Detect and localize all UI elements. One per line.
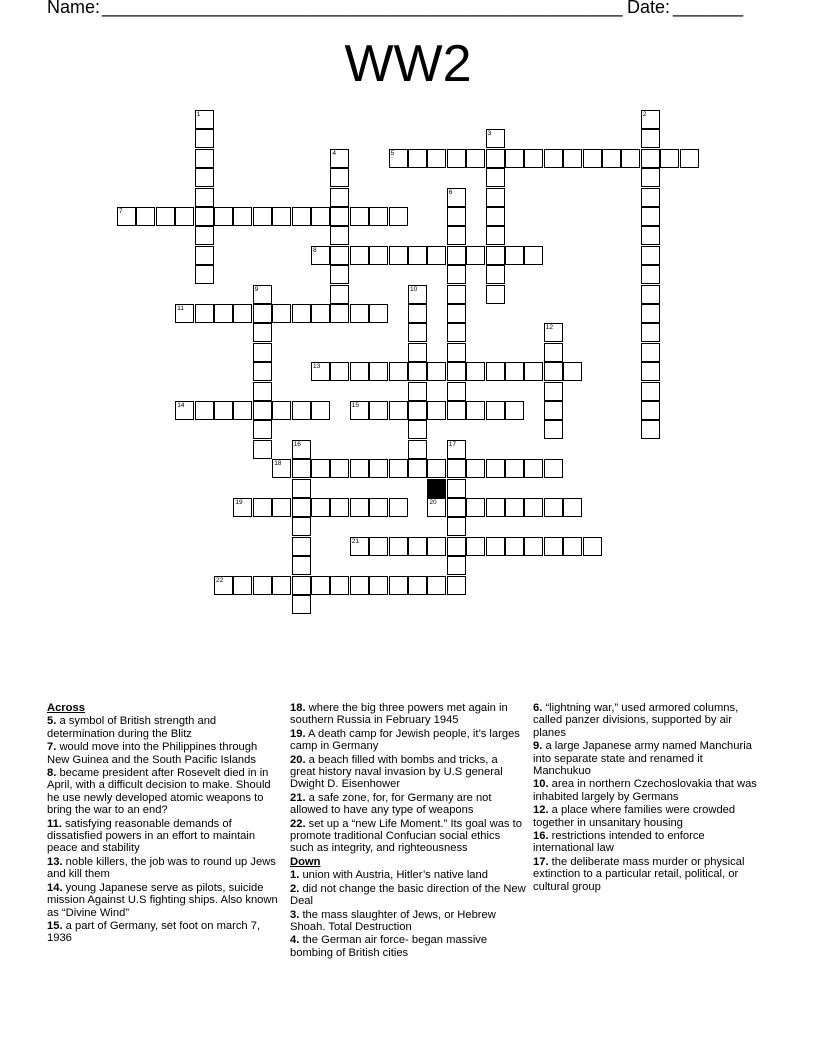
grid-cell[interactable] — [466, 362, 485, 381]
grid-cell[interactable] — [408, 246, 427, 265]
grid-cell[interactable] — [330, 207, 349, 226]
grid-cell[interactable] — [641, 265, 660, 284]
down-clue-17: 17. the deliberate mass murder or physical extinction to a particular retail, political, or cultural group — [533, 855, 745, 893]
grid-cell[interactable] — [641, 129, 660, 148]
grid-cell[interactable] — [389, 246, 408, 265]
grid-cell[interactable] — [486, 401, 505, 420]
clue-number-8: 8 — [313, 246, 317, 254]
grid-cell[interactable] — [427, 576, 446, 595]
grid-cell[interactable] — [641, 285, 660, 304]
down-clue-9: 9. a large Japanese army named Manchuria into separate state and renamed it Manchukuo — [533, 740, 752, 778]
grid-cell[interactable] — [350, 576, 369, 595]
page-title: WW2 — [344, 35, 472, 93]
grid-cell[interactable] — [447, 459, 466, 478]
date-line[interactable]: _______ — [673, 0, 744, 17]
grid-cell[interactable] — [350, 207, 369, 226]
grid-cell[interactable] — [253, 207, 272, 226]
grid-cell[interactable] — [233, 576, 252, 595]
grid-cell[interactable] — [330, 246, 349, 265]
grid-cell[interactable] — [486, 362, 505, 381]
black-square — [427, 479, 446, 498]
grid-cell[interactable] — [292, 401, 311, 420]
clue-column-2 — [290, 702, 526, 960]
grid-cell[interactable] — [330, 285, 349, 304]
grid-cell[interactable] — [427, 149, 446, 168]
down-heading: Down — [290, 855, 321, 868]
grid-cell[interactable] — [447, 304, 466, 323]
grid-cell[interactable] — [136, 207, 155, 226]
grid-cell[interactable] — [408, 343, 427, 362]
grid-cell[interactable] — [253, 420, 272, 439]
grid-cell[interactable] — [641, 226, 660, 245]
down-clue-6: 6. “lightning war,” used armored columns, called panzer divisions, supported by air planes — [533, 702, 739, 739]
grid-cell[interactable] — [233, 304, 252, 323]
grid-cell[interactable] — [505, 246, 524, 265]
grid-cell[interactable] — [369, 459, 388, 478]
grid-cell[interactable] — [253, 323, 272, 342]
grid-cell[interactable] — [544, 362, 563, 381]
clue-number-22: 22 — [216, 576, 224, 584]
grid-cell[interactable] — [466, 246, 485, 265]
grid-cell[interactable] — [447, 498, 466, 517]
grid-cell[interactable] — [466, 149, 485, 168]
down-clue-4: 4. the German air force- began massive bombing of British cities — [290, 934, 488, 959]
grid-cell[interactable] — [389, 401, 408, 420]
grid-cell[interactable] — [621, 149, 640, 168]
grid-cell[interactable] — [486, 168, 505, 187]
down-clue-2: 2. did not change the basic direction of the New Deal — [290, 882, 526, 908]
clue-number-1: 1 — [196, 111, 201, 118]
grid-cell[interactable] — [641, 246, 660, 265]
grid-cell[interactable] — [447, 576, 466, 595]
grid-cell[interactable] — [505, 149, 524, 168]
grid-cell[interactable] — [272, 576, 291, 595]
grid-cell[interactable] — [408, 401, 427, 420]
grid-cell[interactable] — [427, 401, 446, 420]
grid-cell[interactable] — [195, 207, 214, 226]
clue-number-14: 14 — [177, 402, 185, 409]
grid-cell[interactable] — [486, 207, 505, 226]
grid-cell[interactable] — [427, 246, 446, 265]
date-label: Date: — [627, 0, 671, 17]
grid-cell[interactable] — [427, 362, 446, 381]
grid-cell[interactable] — [330, 459, 349, 478]
grid-cell[interactable] — [524, 149, 543, 168]
grid-cell[interactable] — [272, 207, 291, 226]
across-clue-19: 19. A death camp for Jewish people, it’s larges camp in Germany — [290, 727, 520, 753]
grid-cell[interactable] — [447, 556, 466, 575]
grid-cell[interactable] — [350, 246, 369, 265]
grid-cell[interactable] — [524, 537, 543, 556]
grid-cell[interactable] — [544, 459, 563, 478]
grid-cell[interactable] — [350, 459, 369, 478]
grid-cell[interactable] — [214, 207, 233, 226]
grid-cell[interactable] — [330, 188, 349, 207]
grid-cell[interactable] — [486, 149, 505, 168]
grid-cell[interactable] — [583, 149, 602, 168]
across-heading: Across — [47, 702, 85, 714]
grid-cell[interactable] — [292, 517, 311, 536]
grid-cell[interactable] — [505, 498, 524, 517]
grid-cell[interactable] — [447, 382, 466, 401]
grid-cell[interactable] — [505, 459, 524, 478]
grid-cell[interactable] — [486, 265, 505, 284]
grid-cell[interactable] — [389, 207, 408, 226]
grid-cell[interactable] — [389, 362, 408, 381]
clue-column-3 — [533, 702, 758, 894]
grid-cell[interactable] — [544, 401, 563, 420]
grid-cell[interactable] — [447, 323, 466, 342]
grid-cell[interactable] — [292, 556, 311, 575]
grid-cell[interactable] — [369, 207, 388, 226]
grid-cell[interactable] — [195, 168, 214, 187]
across-clue-7: 7. would move into the Philippines through New Guinea and the South Pacific Islands — [47, 741, 258, 766]
grid-cell[interactable] — [447, 246, 466, 265]
grid-cell[interactable] — [641, 149, 660, 168]
grid-cell[interactable] — [641, 343, 660, 362]
clue-number-4: 4 — [332, 149, 337, 157]
grid-cell[interactable] — [311, 576, 330, 595]
grid-cell[interactable] — [641, 382, 660, 401]
grid-cell[interactable] — [505, 401, 524, 420]
clue-number-12: 12 — [545, 324, 554, 332]
grid-cell[interactable] — [253, 382, 272, 401]
grid-cell[interactable] — [486, 537, 505, 556]
down-clue-1: 1. union with Austria, Hitler’s native land — [290, 869, 488, 882]
grid-cell[interactable] — [311, 207, 330, 226]
grid-cell[interactable] — [253, 401, 272, 420]
grid-cell[interactable] — [524, 459, 543, 478]
grid-cell[interactable] — [680, 149, 699, 168]
clue-number-3: 3 — [487, 130, 492, 138]
grid-cell[interactable] — [466, 459, 485, 478]
grid-cell[interactable] — [369, 537, 388, 556]
grid-cell[interactable] — [544, 537, 563, 556]
clue-column-1 — [47, 702, 282, 946]
grid-cell[interactable] — [447, 537, 466, 556]
grid-cell[interactable] — [486, 226, 505, 245]
grid-cell[interactable] — [330, 226, 349, 245]
grid-cell[interactable] — [447, 207, 466, 226]
grid-cell[interactable] — [195, 188, 214, 207]
clue-number-17: 17 — [448, 440, 457, 448]
across-clue-8: 8. became president after Rosevelt died in in April, with a difficult decision to make. Should he use newly developed atomic weapons to bring the war to an end? — [47, 767, 271, 817]
grid-cell[interactable] — [486, 188, 505, 207]
grid-cell[interactable] — [524, 362, 543, 381]
grid-cell[interactable] — [466, 498, 485, 517]
grid-cell[interactable] — [369, 576, 388, 595]
grid-cell[interactable] — [195, 246, 214, 265]
grid-cell[interactable] — [253, 343, 272, 362]
grid-cell[interactable] — [389, 459, 408, 478]
grid-cell[interactable] — [583, 537, 602, 556]
grid-cell[interactable] — [330, 498, 349, 517]
across-clue-18: 18. where the big three powers met again in southern Russia in February 1945 — [290, 702, 508, 727]
grid-cell[interactable] — [292, 459, 311, 478]
across-clue-15: 15. a part of Germany, set foot on march 7, 1936 — [47, 919, 261, 945]
grid-cell[interactable] — [524, 498, 543, 517]
grid-cell[interactable] — [641, 168, 660, 187]
grid-cell[interactable] — [330, 576, 349, 595]
grid-cell[interactable] — [427, 537, 446, 556]
grid-cell[interactable] — [292, 595, 311, 614]
grid-cell[interactable] — [427, 459, 446, 478]
clue-number-6: 6 — [448, 188, 453, 196]
grid-cell[interactable] — [544, 420, 563, 439]
grid-cell[interactable] — [447, 343, 466, 362]
grid-cell[interactable] — [253, 440, 272, 459]
grid-cell[interactable] — [486, 459, 505, 478]
grid-cell[interactable] — [447, 517, 466, 536]
grid-cell[interactable] — [447, 149, 466, 168]
grid-cell[interactable] — [195, 265, 214, 284]
grid-cell[interactable] — [330, 265, 349, 284]
grid-cell[interactable] — [350, 304, 369, 323]
grid-cell[interactable] — [195, 226, 214, 245]
grid-cell[interactable] — [447, 265, 466, 284]
grid-cell[interactable] — [408, 362, 427, 381]
clue-number-7: 7 — [119, 208, 123, 215]
grid-cell[interactable] — [330, 362, 349, 381]
grid-cell[interactable] — [214, 401, 233, 420]
grid-cell[interactable] — [408, 576, 427, 595]
clue-number-21: 21 — [351, 537, 360, 545]
grid-cell[interactable] — [641, 323, 660, 342]
grid-cell[interactable] — [544, 343, 563, 362]
grid-cell[interactable] — [369, 401, 388, 420]
grid-cell[interactable] — [311, 401, 330, 420]
clue-number-15: 15 — [351, 402, 360, 409]
grid-cell[interactable] — [195, 401, 214, 420]
grid-cell[interactable] — [447, 479, 466, 498]
clue-number-5: 5 — [390, 149, 395, 157]
across-clue-22: 22. set up a “new Life Moment.” Its goal was to promote traditional Confucian social ethics such as integrity, and righteousness — [290, 817, 522, 855]
grid-cell[interactable] — [544, 498, 563, 517]
grid-cell[interactable] — [641, 401, 660, 420]
grid-cell[interactable] — [563, 498, 582, 517]
grid-cell[interactable] — [486, 246, 505, 265]
grid-cell[interactable] — [408, 323, 427, 342]
grid-cell[interactable] — [524, 246, 543, 265]
grid-cell[interactable] — [292, 537, 311, 556]
grid-cell[interactable] — [272, 401, 291, 420]
grid-cell[interactable] — [466, 537, 485, 556]
grid-cell[interactable] — [195, 304, 214, 323]
grid-cell[interactable] — [292, 304, 311, 323]
grid-cell[interactable] — [330, 168, 349, 187]
clue-number-13: 13 — [313, 363, 321, 371]
grid-cell[interactable] — [602, 149, 621, 168]
grid-cell[interactable] — [408, 420, 427, 439]
grid-cell[interactable] — [505, 537, 524, 556]
clue-number-2: 2 — [642, 111, 647, 118]
name-line[interactable]: ____________________________________________________ — [102, 0, 623, 17]
grid-cell[interactable] — [641, 362, 660, 381]
grid-cell[interactable] — [292, 207, 311, 226]
grid-cell[interactable] — [350, 498, 369, 517]
grid-cell[interactable] — [195, 129, 214, 148]
across-clue-11: 11. satisfying reasonable demands of dissatisfied powers in an effort to maintain peace and stability — [47, 817, 256, 855]
grid-cell[interactable] — [486, 285, 505, 304]
grid-cell[interactable] — [641, 420, 660, 439]
grid-cell[interactable] — [408, 537, 427, 556]
grid-cell[interactable] — [311, 304, 330, 323]
grid-cell[interactable] — [641, 304, 660, 323]
grid-cell[interactable] — [563, 362, 582, 381]
grid-cell[interactable] — [660, 149, 679, 168]
grid-cell[interactable] — [408, 304, 427, 323]
grid-cell[interactable] — [505, 362, 524, 381]
across-clue-5: 5. a symbol of British strength and determination during the Blitz — [47, 715, 217, 740]
grid-cell[interactable] — [311, 459, 330, 478]
down-clue-10: 10. area in northern Czechoslovakia that was inhabited largely by Germans — [533, 778, 757, 803]
grid-cell[interactable] — [195, 149, 214, 168]
clue-number-10: 10 — [410, 285, 418, 293]
grid-cell[interactable] — [350, 362, 369, 381]
grid-cell[interactable] — [253, 304, 272, 323]
grid-cell[interactable] — [447, 285, 466, 304]
across-clue-21: 21. a safe zone, for, for Germany are not allowed to have any type of weapons — [290, 791, 492, 817]
grid-cell[interactable] — [369, 362, 388, 381]
grid-cell[interactable] — [369, 498, 388, 517]
grid-cell[interactable] — [311, 498, 330, 517]
grid-cell[interactable] — [292, 576, 311, 595]
grid-cell[interactable] — [369, 304, 388, 323]
grid-cell[interactable] — [253, 576, 272, 595]
grid-cell[interactable] — [408, 149, 427, 168]
grid-cell[interactable] — [389, 537, 408, 556]
grid-cell[interactable] — [156, 207, 175, 226]
grid-cell[interactable] — [563, 537, 582, 556]
clue-number-19: 19 — [235, 499, 243, 506]
grid-cell[interactable] — [330, 304, 349, 323]
down-clue-12: 12. a place where families were crowded together in unsanitary housing — [533, 804, 736, 829]
grid-cell[interactable] — [233, 401, 252, 420]
clue-number-20: 20 — [429, 499, 437, 506]
grid-cell[interactable] — [253, 362, 272, 381]
grid-cell[interactable] — [408, 459, 427, 478]
clue-number-9: 9 — [254, 285, 259, 293]
grid-cell[interactable] — [447, 401, 466, 420]
clue-number-11: 11 — [177, 305, 184, 312]
grid-cell[interactable] — [641, 207, 660, 226]
grid-cell[interactable] — [253, 498, 272, 517]
across-clue-13: 13. noble killers, the job was to round up Jews and kill them — [47, 855, 276, 881]
grid-cell[interactable] — [389, 576, 408, 595]
grid-cell[interactable] — [272, 304, 291, 323]
grid-cell[interactable] — [292, 498, 311, 517]
grid-cell[interactable] — [544, 149, 563, 168]
across-clue-14: 14. young Japanese serve as pilots, suicide mission Against U.S fighting ships. Also known as “Divine Wind” — [47, 881, 278, 919]
grid-cell[interactable] — [641, 188, 660, 207]
grid-cell[interactable] — [214, 304, 233, 323]
grid-cell[interactable] — [466, 401, 485, 420]
clue-number-16: 16 — [293, 440, 301, 448]
grid-cell[interactable] — [233, 207, 252, 226]
name-label: Name: — [47, 0, 101, 17]
down-clue-16: 16. restrictions intended to enforce international law — [533, 830, 705, 855]
grid-cell[interactable] — [544, 382, 563, 401]
grid-cell[interactable] — [447, 362, 466, 381]
down-clue-3: 3. the mass slaughter of Jews, or Hebrew Shoah. Total Destruction — [290, 908, 496, 933]
grid-cell[interactable] — [292, 479, 311, 498]
grid-cell[interactable] — [563, 149, 582, 168]
grid-cell[interactable] — [272, 498, 291, 517]
grid-cell[interactable] — [408, 440, 427, 459]
grid-cell[interactable] — [175, 207, 194, 226]
grid-cell[interactable] — [447, 226, 466, 245]
clue-number-18: 18 — [274, 460, 282, 468]
across-clue-20: 20. a beach filled with bombs and tricks, a great history naval invasion by U.S general Dwight D. Eisenhower — [290, 753, 503, 791]
grid-cell[interactable] — [369, 246, 388, 265]
grid-cell[interactable] — [389, 498, 408, 517]
grid-cell[interactable] — [408, 382, 427, 401]
grid-cell[interactable] — [486, 498, 505, 517]
